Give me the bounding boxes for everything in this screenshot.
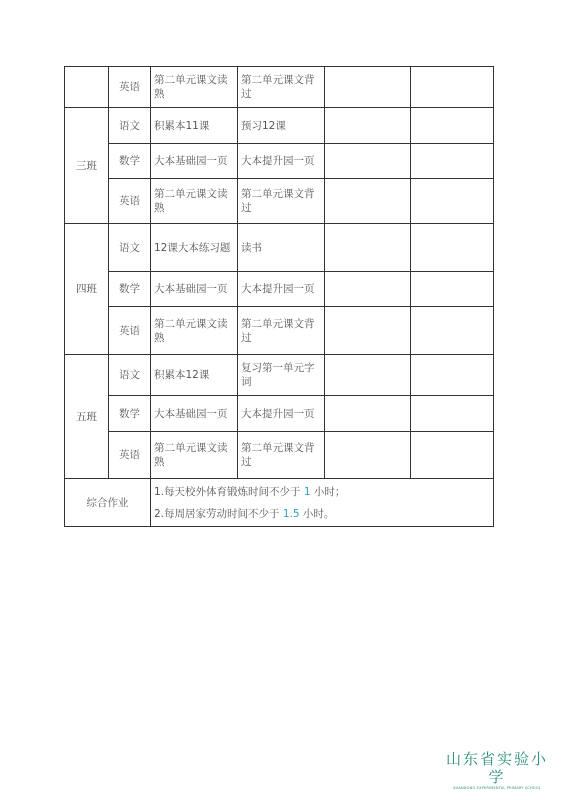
assignment-cell: 大本基础园一页 [151, 272, 238, 307]
subject-cell: 语文 [109, 355, 151, 396]
empty-cell [325, 108, 411, 144]
assignment-cell: 积累本12课 [151, 355, 238, 396]
assignment-cell: 读书 [238, 224, 325, 272]
class-name-cell: 四班 [65, 224, 109, 355]
comprehensive-line-2: 2.每周居家劳动时间不少于 1.5 小时。 [154, 507, 335, 520]
empty-cell [411, 224, 494, 272]
assignment-cell: 复习第一单元字词 [238, 355, 325, 396]
assignment-cell: 大本提升园一页 [238, 144, 325, 179]
subject-cell: 数学 [109, 272, 151, 307]
table-row [65, 396, 494, 432]
empty-cell [411, 108, 494, 144]
assignment-cell: 12课大本练习题 [151, 224, 238, 272]
assignment-cell: 大本基础园一页 [151, 396, 238, 432]
comprehensive-line-1: 1.每天校外体育锻炼时间不少于 1 小时； [154, 485, 346, 498]
subject-cell: 英语 [109, 307, 151, 355]
empty-cell [325, 224, 411, 272]
class-cell-empty [65, 67, 109, 108]
subject-cell: 英语 [109, 179, 151, 224]
assignment-cell: 第二单元课文背过 [238, 307, 325, 355]
table-row [65, 179, 494, 224]
empty-cell [325, 355, 411, 396]
assignment-cell: 预习12课 [238, 108, 325, 144]
class-name-cell: 三班 [65, 108, 109, 224]
homework-table [64, 66, 494, 527]
empty-cell [411, 144, 494, 179]
empty-cell [325, 272, 411, 307]
empty-cell [411, 67, 494, 108]
subject-cell: 英语 [109, 67, 151, 108]
table-row [65, 355, 494, 396]
comprehensive-content [151, 479, 494, 527]
table-row [65, 224, 494, 272]
table-row [65, 67, 494, 108]
empty-cell [411, 179, 494, 224]
assignment-cell: 第二单元课文背过 [238, 179, 325, 224]
table-row [65, 272, 494, 307]
table-row [65, 432, 494, 479]
subject-cell: 英语 [109, 432, 151, 479]
empty-cell [411, 307, 494, 355]
school-logo-english: SHANDONG EXPERIMENTAL PRIMARY SCHOOL [453, 786, 541, 790]
assignment-cell: 第二单元课文背过 [238, 67, 325, 108]
assignment-cell: 大本提升园一页 [238, 396, 325, 432]
empty-cell [411, 396, 494, 432]
assignment-cell: 积累本11课 [151, 108, 238, 144]
table-row [65, 108, 494, 144]
comprehensive-row [65, 479, 494, 527]
assignment-cell: 大本基础园一页 [151, 144, 238, 179]
table-row [65, 144, 494, 179]
assignment-cell: 第二单元课文读熟 [151, 179, 238, 224]
empty-cell [411, 272, 494, 307]
empty-cell [411, 432, 494, 479]
empty-cell [325, 179, 411, 224]
subject-cell: 语文 [109, 224, 151, 272]
empty-cell [325, 144, 411, 179]
assignment-cell: 大本提升园一页 [238, 272, 325, 307]
subject-cell: 语文 [109, 108, 151, 144]
table-row [65, 307, 494, 355]
school-logo-name: 山东省实验小学 [445, 750, 548, 786]
comprehensive-label: 综合作业 [65, 479, 151, 527]
school-logo [445, 750, 549, 791]
empty-cell [325, 432, 411, 479]
assignment-cell: 第二单元课文读熟 [151, 432, 238, 479]
assignment-cell: 第二单元课文背过 [238, 432, 325, 479]
subject-cell: 数学 [109, 144, 151, 179]
subject-cell: 数学 [109, 396, 151, 432]
empty-cell [325, 307, 411, 355]
assignment-cell: 第二单元课文读熟 [151, 307, 238, 355]
class-name-cell: 五班 [65, 355, 109, 479]
empty-cell [411, 355, 494, 396]
empty-cell [325, 67, 411, 108]
empty-cell [325, 396, 411, 432]
assignment-cell: 第二单元课文读熟 [151, 67, 238, 108]
